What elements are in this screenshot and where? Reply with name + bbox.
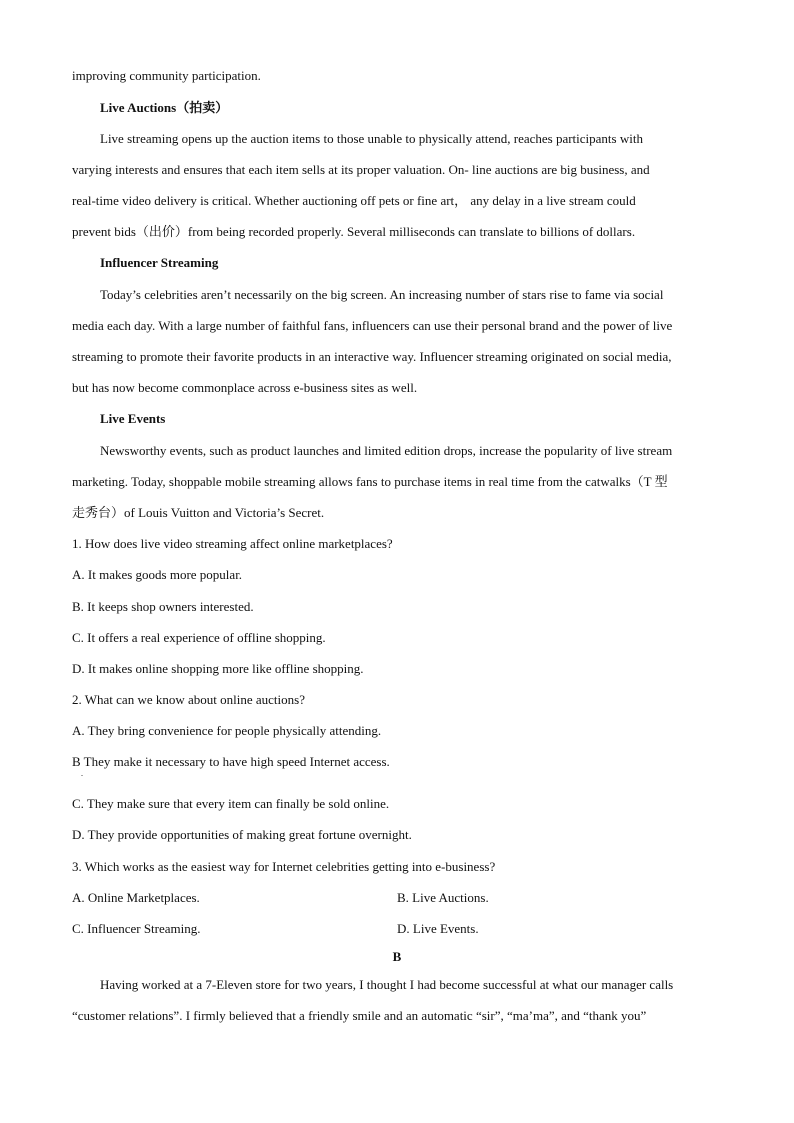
question-1-option-d: D. It makes online shopping more like offline shopping.: [72, 661, 364, 676]
section-heading-live-auctions: Live Auctions（拍卖）: [100, 100, 229, 115]
question-stem-1: 1. How does live video streaming affect online marketplaces?: [72, 536, 393, 551]
question-1-option-c: C. It offers a real experience of offline shopping.: [72, 630, 326, 645]
paragraph-line: marketing. Today, shoppable mobile streaming allows fans to purchase items in real time from the catwalks（T 型: [72, 474, 668, 489]
question-stem-2: 2. What can we know about online auctions?: [72, 692, 305, 707]
paragraph-line: Live streaming opens up the auction items to those unable to physically attend, reaches participants with: [100, 131, 643, 146]
paragraph-tail: improving community participation.: [72, 68, 261, 83]
question-2-option-d: D. They provide opportunities of making great fortune overnight.: [72, 827, 412, 842]
question-3-option-c: C. Influencer Streaming.: [72, 921, 201, 936]
question-1-option-a: A. It makes goods more popular.: [72, 567, 243, 582]
question-stem-3: 3. Which works as the easiest way for Internet celebrities getting into e-business?: [72, 859, 496, 874]
paragraph-line: varying interests and ensures that each item sells at its proper valuation. On- line auctions are big business, and: [72, 162, 650, 177]
paragraph-line: Today’s celebrities aren’t necessarily on the big screen. An increasing number of stars rise to fame via social: [100, 287, 664, 302]
paragraph-line: but has now become commonplace across e-business sites as well.: [72, 380, 418, 395]
paragraph-line: 走秀台）of Louis Vuitton and Victoria’s Secret.: [72, 505, 325, 520]
question-2-option-a: A. They bring convenience for people physically attending.: [72, 723, 382, 738]
option-b-dot: .: [81, 769, 83, 778]
paragraph-line: real-time video delivery is critical. Whether auctioning off pets or fine art， any delay in a live stream could: [72, 193, 636, 208]
paragraph-line: prevent bids（出价）from being recorded properly. Several milliseconds can translate to billions of dollars.: [72, 224, 636, 239]
passage-b-heading: B: [392, 949, 402, 964]
section-heading-live-events: Live Events: [100, 411, 166, 426]
question-1-option-b: B. It keeps shop owners interested.: [72, 599, 254, 614]
question-2-option-c: C. They make sure that every item can finally be sold online.: [72, 796, 390, 811]
paragraph-line: media each day. With a large number of faithful fans, influencers can use their personal brand and the power of live: [72, 318, 673, 333]
question-2-option-b: B They make it necessary to have high speed Internet access.: [72, 754, 390, 769]
paragraph-line: “customer relations”. I firmly believed that a friendly smile and an automatic “sir”, “ma’ma”, and “thank you”: [72, 1008, 647, 1023]
paragraph-line: Newsworthy events, such as product launches and limited edition drops, increase the popularity of live stream: [100, 443, 673, 458]
paragraph-line: streaming to promote their favorite products in an interactive way. Influencer streaming originated on social media,: [72, 349, 672, 364]
question-3-option-a: A. Online Marketplaces.: [72, 890, 200, 905]
question-3-option-d: D. Live Events.: [397, 921, 479, 936]
question-3-option-b: B. Live Auctions.: [397, 890, 489, 905]
paragraph-line: Having worked at a 7-Eleven store for two years, I thought I had become successful at what our manager calls: [100, 977, 674, 992]
section-heading-influencer-streaming: Influencer Streaming: [100, 255, 219, 270]
